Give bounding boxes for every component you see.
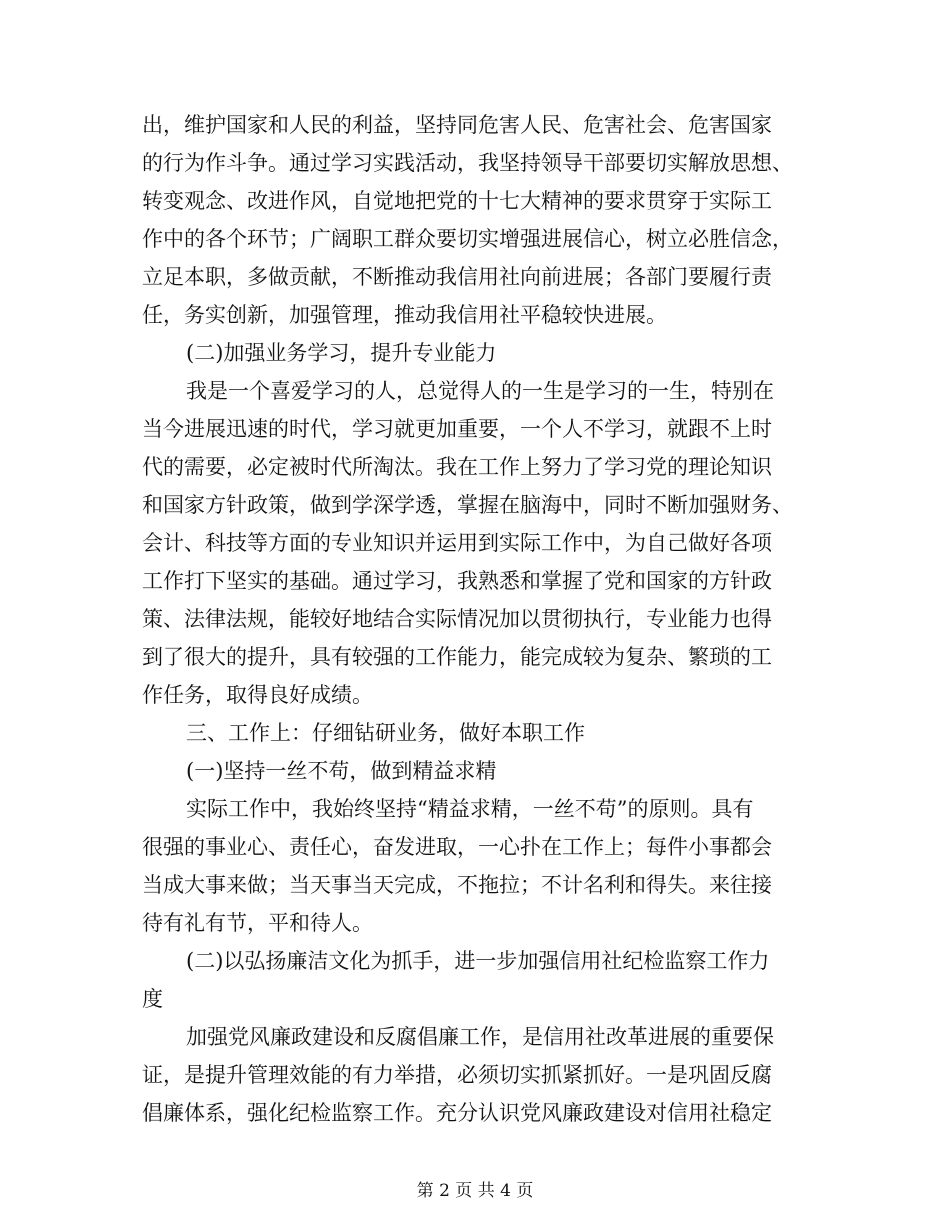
text-line: 待有礼有节，平和待人。	[142, 911, 373, 935]
text-line: 实际工作中，我始终坚持“精益求精，一丝不苟”的原则。具有	[186, 797, 754, 821]
text-line: 当今进展迅速的时代，学习就更加重要，一个人不学习，就跟不上时	[142, 417, 772, 441]
text-line: 作任务，取得良好成绩。	[142, 683, 373, 707]
subsection-heading: (二)以弘扬廉洁文化为抓手，进一步加强信用社纪检监察工作力	[186, 949, 770, 973]
document-body	[142, 106, 812, 1132]
section-heading: 三、工作上：仔细钻研业务，做好本职工作	[186, 721, 585, 745]
subsection-heading: (一)坚持一丝不苟，做到精益求精	[186, 759, 497, 783]
section-heading: (二)加强业务学习，提升专业能力	[186, 341, 497, 365]
text-line: 倡廉体系，强化纪检监察工作。充分认识党风廉政建设对信用社稳定	[142, 1101, 772, 1125]
text-line: 出，维护国家和人民的利益，坚持同危害人民、危害社会、危害国家	[142, 113, 772, 137]
text-line: 加强党风廉政建设和反腐倡廉工作，是信用社改革进展的重要保	[186, 1025, 774, 1049]
page-number-footer: 第 2 页 共 4 页	[416, 1181, 534, 1201]
text-line: 会计、科技等方面的专业知识并运用到实际工作中，为自己做好各项	[142, 531, 772, 555]
text-line: 工作打下坚实的基础。通过学习，我熟悉和掌握了党和国家的方针政	[142, 569, 772, 593]
text-line: 立足本职，多做贡献，不断推动我信用社向前进展；各部门要履行责	[142, 265, 772, 289]
text-line: 代的需要，必定被时代所淘汰。我在工作上努力了学习党的理论知识	[142, 455, 772, 479]
text-line: 策、法律法规，能较好地结合实际情况加以贯彻执行，专业能力也得	[142, 607, 772, 631]
text-line: 当成大事来做；当天事当天完成，不拖拉；不计名利和得失。来往接	[142, 873, 772, 897]
text-line: 的行为作斗争。通过学习实践活动，我坚持领导干部要切实解放思想、	[142, 151, 793, 175]
text-line: 作中的各个环节；广阔职工群众要切实增强进展信心，树立必胜信念，	[142, 227, 793, 251]
text-line: 度	[142, 987, 163, 1011]
text-line: 我是一个喜爱学习的人，总觉得人的一生是学习的一生，特别在	[186, 379, 774, 403]
text-line: 很强的事业心、责任心，奋发进取，一心扑在工作上；每件小事都会	[142, 835, 772, 859]
text-line: 任，务实创新，加强管理，推动我信用社平稳较快进展。	[142, 303, 667, 327]
text-line: 和国家方针政策，做到学深学透，掌握在脑海中，同时不断加强财务、	[142, 493, 793, 517]
text-line: 证，是提升管理效能的有力举措，必须切实抓紧抓好。一是巩固反腐	[142, 1063, 772, 1087]
text-line: 转变观念、改进作风，自觉地把党的十七大精神的要求贯穿于实际工	[142, 189, 772, 213]
text-line: 到了很大的提升，具有较强的工作能力，能完成较为复杂、繁琐的工	[142, 645, 772, 669]
